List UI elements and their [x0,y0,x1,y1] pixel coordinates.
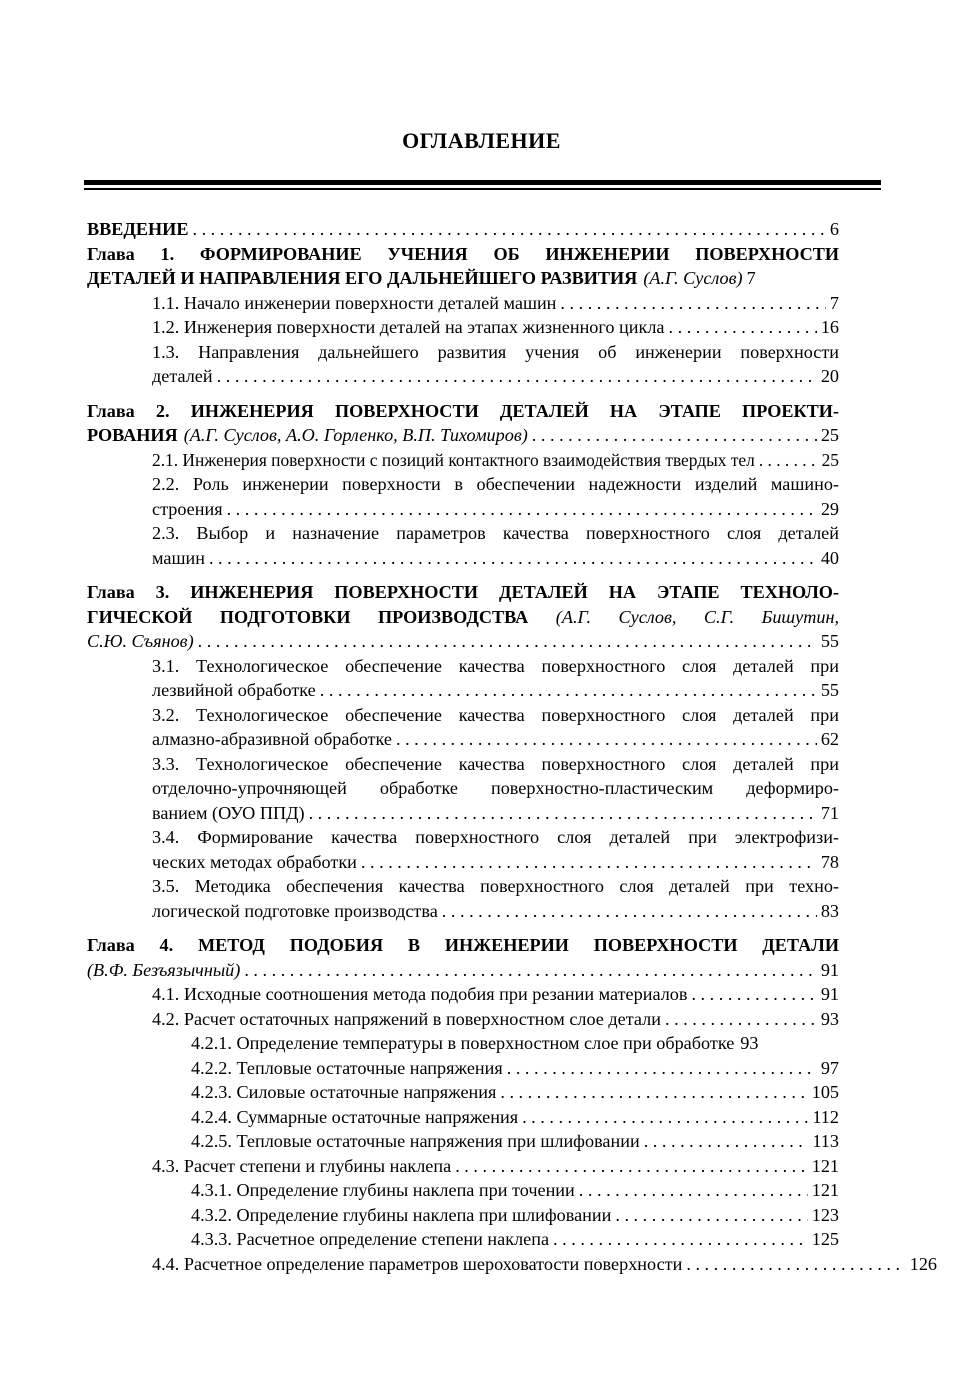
dot-leader [665,1007,817,1032]
entry-label: 4.3.1. Определение глубины наклепа при точении [191,1180,575,1200]
chapter-authors-cont: С.Ю. Съянов) [87,631,194,651]
chapter-authors: (А.Г. Суслов) [643,268,743,288]
entry-label: ВВЕДЕНИЕ [87,219,189,239]
toc-entry-2-3[interactable]: 2.3. Выбор и назначение параметров качества поверхностного слоя деталей [152,523,839,543]
toc-entry-4-2-5[interactable] [87,1129,839,1154]
toc-chapter-2-heading[interactable]: Глава 2. ИНЖЕНЕРИЯ ПОВЕРХНОСТИ ДЕТАЛЕЙ НА ЭТАПЕ ПРОЕКТИ- [87,400,839,421]
dot-leader [192,217,825,242]
toc-chapter-4-heading-end[interactable] [87,958,839,983]
toc-chapter-3-heading-cont[interactable] [87,605,839,630]
page-number: 123 [811,1204,839,1225]
page-number: 93 [740,1033,759,1053]
entry-label: 4.3.3. Расчетное определение степени наклепа [191,1229,550,1249]
entry-label: деталей [152,366,213,386]
dot-leader [198,629,817,654]
dot-leader [615,1203,807,1228]
entry-label: 4.2. Расчет остаточных напряжений в поверхностном слое детали [152,1008,661,1029]
entry-label: 4.4. Расчетное определение параметров шероховатости поверхности [152,1253,683,1274]
page-number: 113 [812,1131,839,1151]
page-number: 71 [820,802,839,823]
entry-label: 4.2.3. Силовые остаточные напряжения [191,1082,497,1102]
entry-label: 4.2.5. Тепловые остаточные напряжения при шлифовании [191,1131,640,1151]
page-number: 6 [829,219,839,239]
dot-leader [361,850,817,875]
toc-entry-2-3-end[interactable] [87,546,839,571]
toc-entry-1-2[interactable] [87,315,839,340]
title-rule-thick [84,180,881,185]
dot-leader [217,364,817,389]
toc-entry-2-2[interactable]: 2.2. Роль инженерии поверхности в обеспечении надежности изделий машино- [152,474,839,494]
toc-entry-3-5-end[interactable] [87,899,839,924]
toc-entry-3-3-end[interactable] [87,801,839,826]
entry-label: 4.2.1. Определение температуры в поверхностном слое при обработке [191,1033,735,1053]
table-of-contents [87,217,937,1276]
toc-entry-3-2[interactable]: 3.2. Технологическое обеспечение качества поверхностного слоя деталей при [152,704,839,725]
toc-entry-4-4[interactable] [87,1252,937,1277]
dot-leader [669,315,817,340]
entry-label: ванием (ОУО ППД) [152,802,305,823]
toc-entry-4-2-3[interactable] [87,1080,839,1105]
toc-entry-4-2-4[interactable] [87,1105,839,1130]
dot-leader [553,1227,808,1252]
entry-label: 4.1. Исходные соотношения метода подобия при резании материалов [152,984,688,1004]
dot-leader [644,1129,809,1154]
dot-leader [396,727,817,752]
toc-entry-3-3-cont[interactable]: отделочно-упрочняющей обработке поверхностно-пластическим деформиро- [152,778,839,798]
dot-leader [507,1056,817,1081]
entry-label: 1.2. Инженерия поверхности деталей на этапах жизненного цикла [152,317,665,337]
toc-entry-3-4-end[interactable] [87,850,839,875]
toc-entry-2-2-end[interactable] [87,497,839,522]
page-number: 91 [820,959,839,980]
dot-leader [209,546,817,571]
page-number: 93 [820,1008,839,1029]
entry-label: 4.2.2. Тепловые остаточные напряжения [191,1057,503,1078]
toc-entry-4-3[interactable] [87,1154,839,1179]
toc-entry-3-2-end[interactable] [87,727,839,752]
page-number: 16 [820,317,839,337]
entry-label: алмазно-абразивной обработке [152,729,392,749]
page-number: 121 [811,1180,839,1200]
toc-entry-2-1[interactable] [87,448,839,473]
toc-entry-3-4[interactable]: 3.4. Формирование качества поверхностного слоя деталей при электрофизи- [152,827,839,847]
page-number: 78 [820,851,839,872]
dot-leader [759,448,818,473]
toc-entry-4-2-1[interactable] [87,1031,839,1056]
page-number: 7 [829,292,839,313]
dot-leader [227,497,817,522]
entry-label: строения [152,498,223,519]
toc-entry-3-1[interactable]: 3.1. Технологическое обеспечение качества поверхностного слоя деталей при [152,655,839,676]
dot-leader [320,678,817,703]
toc-entry-1-3-end[interactable] [87,364,839,389]
chapter-authors: (А.Г. Суслов, С.Г. Бишутин, [555,606,840,627]
dot-leader [579,1178,808,1203]
chapter-authors: (А.Г. Суслов, А.О. Горленко, В.П. Тихомиров) [183,425,528,445]
toc-entry-1-1[interactable] [87,291,839,316]
page-number: 125 [811,1229,839,1249]
dot-leader [500,1080,807,1105]
page-number: 91 [820,984,839,1004]
entry-label: 4.3.2. Определение глубины наклепа при шлифовании [191,1204,612,1225]
toc-entry-4-3-3[interactable] [87,1227,839,1252]
entry-label: машин [152,547,205,568]
chapter-authors: (В.Ф. Безъязычный) [87,959,241,980]
toc-chapter-1-heading-end[interactable] [87,266,839,291]
page-number: 55 [820,680,839,700]
page-number: 25 [820,425,839,445]
page-number: 126 [909,1253,937,1274]
dot-leader [532,423,817,448]
toc-entry-4-2-2[interactable] [87,1056,839,1081]
entry-label: ДЕТАЛЕЙ И НАПРАВЛЕНИЯ ЕГО ДАЛЬНЕЙШЕГО РАЗВИТИЯ [87,268,638,288]
toc-entry-3-1-end[interactable] [87,678,839,703]
entry-label: РОВАНИЯ [87,425,178,445]
dot-leader [442,899,817,924]
entry-label: 2.1. Инженерия поверхности с позиций контактного взаимодействия твердых тел [152,449,755,470]
page-number: 20 [820,366,839,386]
page-number: 97 [820,1057,839,1078]
page-number: 25 [821,449,839,470]
page-number: 121 [811,1155,839,1176]
entry-label: 1.1. Начало инженерии поверхности деталей машин [152,292,557,313]
page-number: 29 [820,498,839,519]
page-title: ОГЛАВЛЕНИЕ [402,128,561,153]
page-number: 55 [820,631,839,651]
entry-label: ческих методах обработки [152,851,357,872]
toc-entry-4-2[interactable] [87,1007,839,1032]
page-number: 40 [820,547,839,568]
dot-leader [560,291,825,316]
toc-entry-1-3[interactable]: 1.3. Направления дальнейшего развития учения об инженерии поверхности [152,341,839,362]
dot-leader [686,1252,905,1277]
page-number: 105 [811,1082,839,1102]
entry-label: ГИЧЕСКОЙ ПОДГОТОВКИ ПРОИЗВОДСТВА [87,606,529,627]
toc-entry-4-1[interactable] [87,982,839,1007]
page-number: 112 [812,1106,839,1127]
title-rule-thin [84,188,881,190]
dot-leader [309,801,817,826]
toc-entry-4-3-1[interactable] [87,1178,839,1203]
dot-leader [691,982,816,1007]
page-number: 62 [820,729,839,749]
toc-entry-3-5[interactable]: 3.5. Методика обеспечения качества поверхностного слоя деталей при техно- [152,876,839,896]
toc-chapter-3-heading[interactable]: Глава 3. ИНЖЕНЕРИЯ ПОВЕРХНОСТИ ДЕТАЛЕЙ НА ЭТАПЕ ТЕХНОЛО- [87,582,839,602]
entry-label: логической подготовке производства [152,900,438,921]
entry-label: лезвийной обработке [152,680,316,700]
toc-entry-4-3-2[interactable] [87,1203,839,1228]
dot-leader [244,958,816,983]
page-number: 83 [820,900,839,921]
dot-leader [455,1154,808,1179]
toc-chapter-2-heading-end[interactable] [87,423,839,448]
toc-entry-3-3[interactable]: 3.3. Технологическое обеспечение качества поверхностного слоя деталей при [152,753,839,774]
dot-leader [522,1105,808,1130]
toc-chapter-3-heading-end[interactable] [87,629,839,654]
entry-label: 4.2.4. Суммарные остаточные напряжения [191,1106,519,1127]
toc-entry-intro[interactable] [87,217,839,242]
toc-chapter-1-heading[interactable]: Глава 1. ФОРМИРОВАНИЕ УЧЕНИЯ ОБ ИНЖЕНЕРИИ ПОВЕРХНОСТИ [87,243,839,264]
entry-label: 4.3. Расчет степени и глубины наклепа [152,1155,452,1176]
toc-chapter-4-heading[interactable]: Глава 4. МЕТОД ПОДОБИЯ В ИНЖЕНЕРИИ ПОВЕРХНОСТИ ДЕТАЛИ [87,935,839,955]
page-number: 7 [746,268,756,288]
